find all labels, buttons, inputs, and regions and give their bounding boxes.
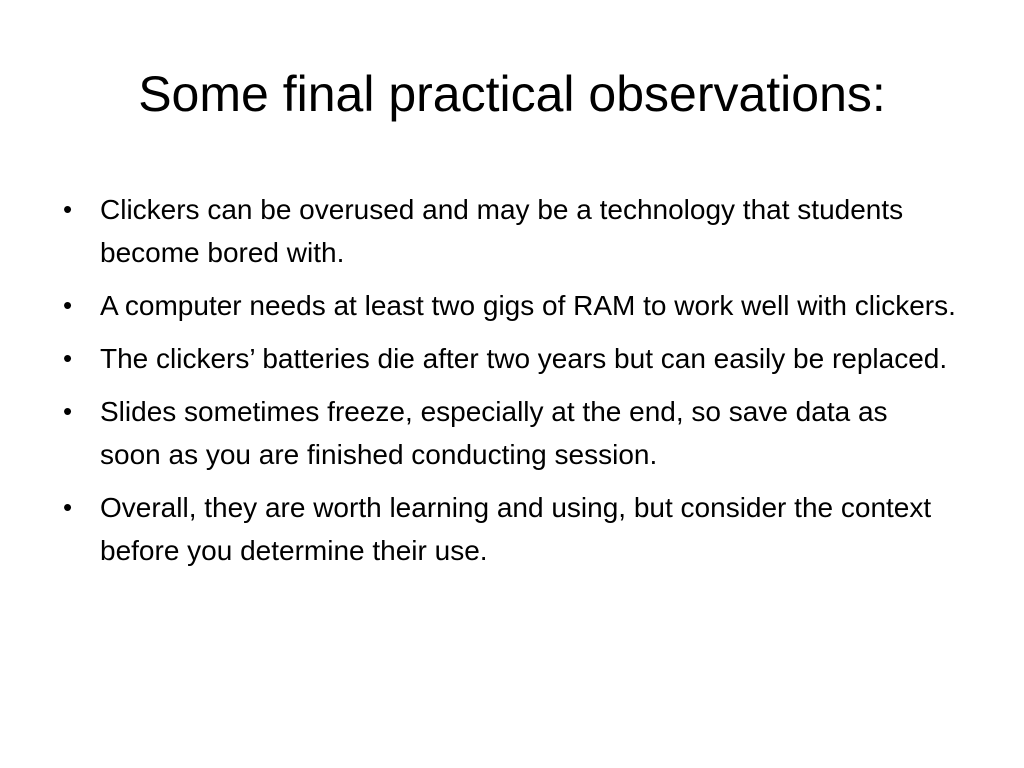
- bullet-icon: •: [63, 396, 73, 426]
- bullet-icon: •: [63, 290, 73, 320]
- bullet-icon: •: [63, 343, 73, 373]
- slide-title: Some final practical observations:: [138, 66, 886, 122]
- bullet-item-2: [56, 284, 956, 327]
- bullet-text: A computer needs at least two gigs of RAM to work well with clickers.: [100, 290, 956, 321]
- bullet-text: Overall, they are worth learning and using, but consider the context before you determine their use.: [100, 492, 932, 566]
- bullet-icon: •: [63, 194, 73, 224]
- bullet-item-5: [56, 486, 956, 572]
- bullet-list: [56, 188, 956, 582]
- bullet-item-1: [56, 188, 956, 274]
- bullet-text: The clickers’ batteries die after two years but can easily be replaced.: [100, 343, 948, 374]
- bullet-text: Clickers can be overused and may be a technology that students become bored with.: [100, 194, 904, 268]
- bullet-item-3: [56, 337, 956, 380]
- bullet-item-4: [56, 390, 956, 476]
- bullet-icon: •: [63, 492, 73, 522]
- bullet-text: Slides sometimes freeze, especially at the end, so save data as soon as you are finished conducting session.: [100, 396, 888, 470]
